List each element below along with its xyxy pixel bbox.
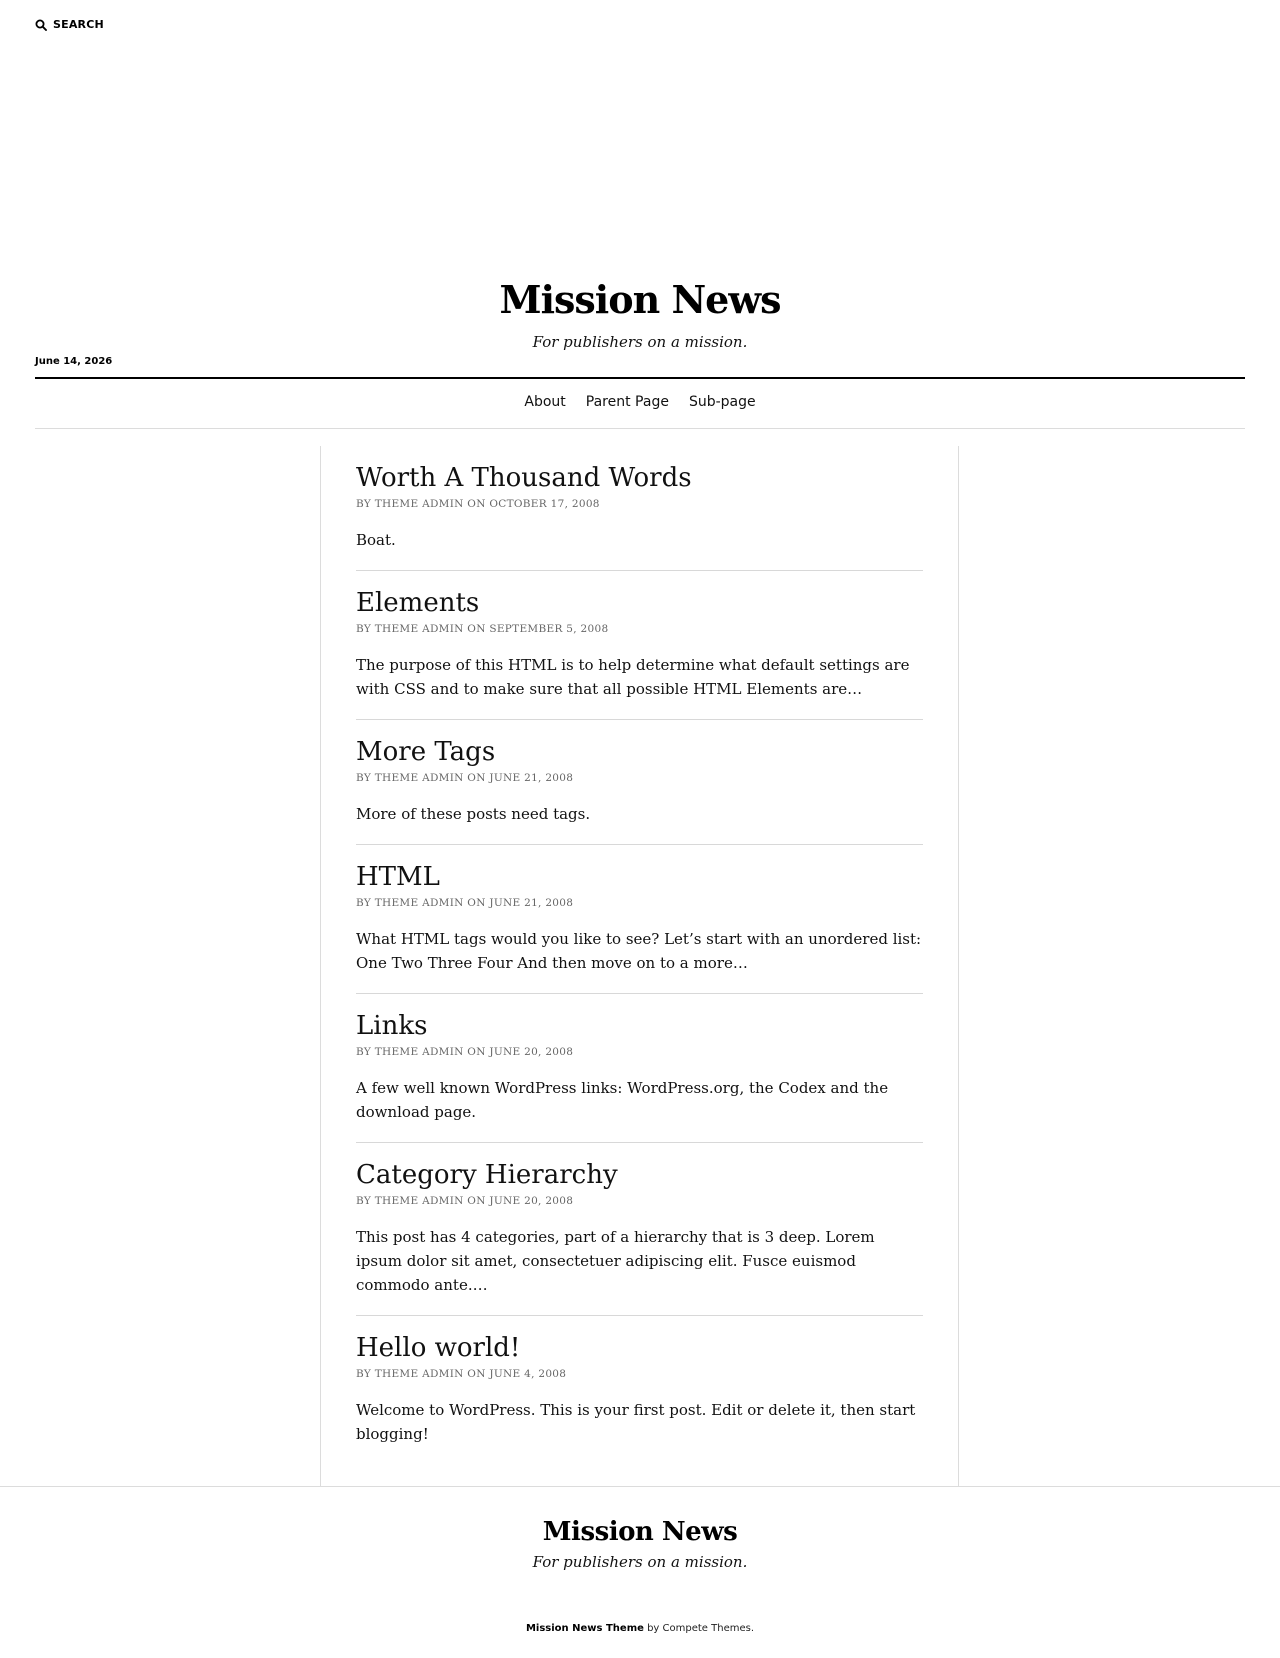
post-meta: BY THEME ADMIN ON JUNE 4, 2008 bbox=[356, 1368, 567, 1380]
post-meta: BY THEME ADMIN ON JUNE 20, 2008 bbox=[356, 1046, 574, 1058]
post-item bbox=[356, 1316, 923, 1464]
post-title[interactable]: Category Hierarchy bbox=[356, 1160, 618, 1190]
footer-theme-link[interactable]: Mission News Theme bbox=[525, 1623, 644, 1634]
post-meta: BY THEME ADMIN ON SEPTEMBER 5, 2008 bbox=[356, 623, 609, 635]
post-excerpt: Boat. bbox=[356, 531, 396, 549]
site-title[interactable]: Mission News bbox=[499, 277, 781, 322]
post-meta: BY THEME ADMIN ON JUNE 21, 2008 bbox=[356, 772, 574, 784]
post-excerpt: More of these posts need tags. bbox=[356, 805, 591, 823]
post-title[interactable]: More Tags bbox=[356, 737, 496, 767]
post-item bbox=[356, 571, 923, 720]
nav-divider bbox=[35, 428, 1245, 429]
nav-item-parent-page[interactable]: Parent Page bbox=[585, 394, 669, 410]
post-meta: BY THEME ADMIN ON JUNE 21, 2008 bbox=[356, 897, 574, 909]
header-divider bbox=[35, 377, 1245, 379]
search-label: SEARCH bbox=[53, 18, 104, 31]
post-meta: BY THEME ADMIN ON OCTOBER 17, 2008 bbox=[356, 498, 600, 510]
post-item bbox=[356, 1143, 923, 1316]
footer-tagline: For publishers on a mission. bbox=[532, 1553, 748, 1571]
post-title[interactable]: Hello world! bbox=[356, 1333, 521, 1363]
primary-nav bbox=[35, 394, 1245, 410]
nav-item-sub-page[interactable]: Sub-page bbox=[688, 394, 756, 410]
header-date: June 14, 2026 bbox=[35, 356, 113, 367]
footer-divider bbox=[0, 1486, 1280, 1487]
post-excerpt: Welcome to WordPress. This is your first post. Edit or delete it, then start blogging! bbox=[356, 1401, 916, 1443]
site-tagline: For publishers on a mission. bbox=[532, 333, 748, 351]
search-icon bbox=[35, 19, 47, 31]
post-title[interactable]: Links bbox=[356, 1011, 428, 1041]
search-toggle[interactable] bbox=[35, 18, 104, 31]
post-title[interactable]: Elements bbox=[356, 588, 480, 618]
post-excerpt: This post has 4 categories, part of a hierarchy that is 3 deep. Lorem ipsum dolor sit amet, consectetuer adipiscing elit. Fusce euismod commodo ante.… bbox=[356, 1228, 875, 1294]
main-content bbox=[320, 446, 959, 1486]
post-item bbox=[356, 845, 923, 994]
post-title[interactable]: Worth A Thousand Words bbox=[356, 463, 692, 493]
post-list bbox=[356, 446, 923, 1464]
footer-site-title[interactable]: Mission News bbox=[542, 1517, 738, 1547]
nav-item-about[interactable]: About bbox=[524, 394, 566, 410]
post-excerpt: The purpose of this HTML is to help determine what default settings are with CSS and to make sure that all possible HTML Elements are… bbox=[356, 656, 910, 698]
post-title[interactable]: HTML bbox=[356, 862, 440, 892]
post-excerpt: A few well known WordPress links: WordPress.org, the Codex and the download page. bbox=[356, 1079, 889, 1121]
footer-credit bbox=[0, 1623, 1280, 1634]
post-item bbox=[356, 446, 923, 571]
post-item bbox=[356, 994, 923, 1143]
footer-credit-suffix: by Compete Themes. bbox=[643, 1623, 755, 1634]
post-meta: BY THEME ADMIN ON JUNE 20, 2008 bbox=[356, 1195, 574, 1207]
post-item bbox=[356, 720, 923, 845]
post-excerpt: What HTML tags would you like to see? Let’s start with an unordered list: One Two Three Four And then move on to a more… bbox=[356, 930, 922, 972]
